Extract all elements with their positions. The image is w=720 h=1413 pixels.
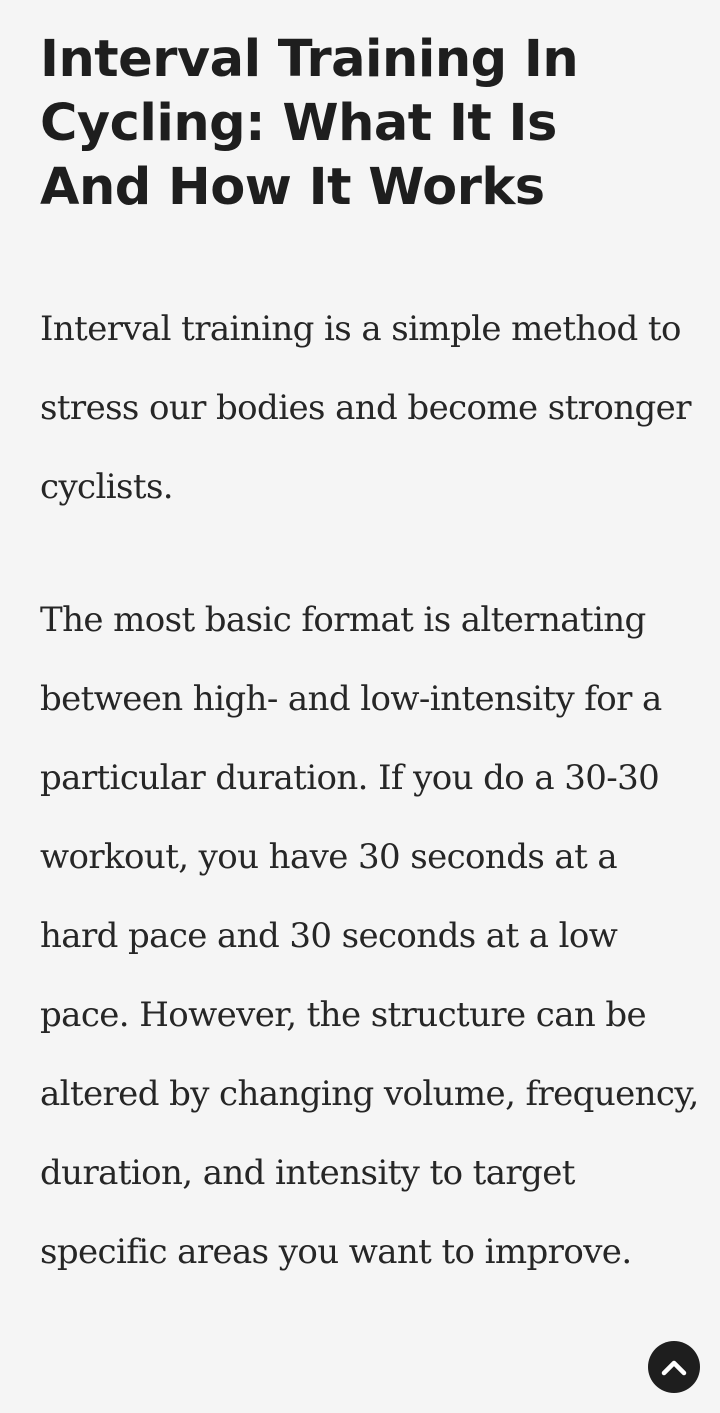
article (40, 0, 700, 1272)
article-paragraph: The most basic format is alternating between high- and low-intensity for a particular duration. If you do a 30-30 workout, you have 30 seconds at a hard pace and 30 seconds at a low pace. However, the structure can be altered by changing volume, frequency, duration, and intensity to target specific areas you want to improve. (40, 600, 699, 1272)
article-paragraph: Interval training is a simple method to stress our bodies and become stronger cyclists. (40, 309, 691, 507)
scroll-to-top-button[interactable] (648, 1341, 700, 1393)
chevron-up-icon (661, 1358, 687, 1376)
article-title: Interval Training In Cycling: What It Is And How It Works (40, 30, 579, 217)
